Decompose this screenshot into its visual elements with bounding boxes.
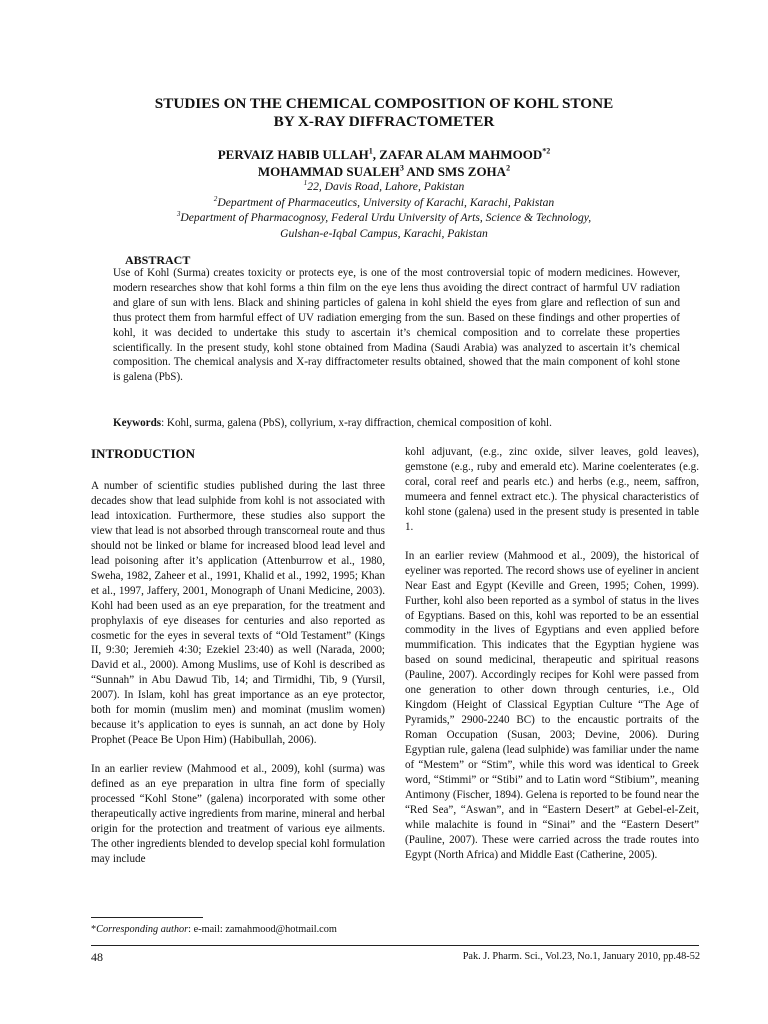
footnote-label: Corresponding author: [96, 924, 189, 935]
footnote-email: : e-mail: zamahmood@hotmail.com: [188, 924, 337, 935]
author-affiliation-mark: 1: [368, 146, 373, 156]
affiliation-line: [80, 226, 688, 242]
affiliation-text: Department of Pharmacognosy, Federal Urdu University of Arts, Science & Technology,: [180, 211, 592, 224]
body-paragraph: In an earlier review (Mahmood et al., 2009), kohl (surma) was defined as an eye preparation in ultra fine form of specially processed “Kohl Stone” (galena) incorporated with some other therapeutically active ingredients from marine, mineral and herbal origin for the protection and treatment of various eye ailments. The other ingredients blended to develop special kohl formulation may include: [91, 763, 385, 865]
keywords-label: Keywords: [113, 417, 162, 429]
footnote-divider: [91, 917, 203, 918]
journal-citation: Pak. J. Pharm. Sci., Vol.23, No.1, January 2010, pp.48-52: [462, 951, 700, 962]
affiliation-mark: 2: [213, 194, 218, 203]
abstract-body: Use of Kohl (Surma) creates toxicity or protects eye, is one of the most controversial topic of modern medicines. However, modern researches show that kohl forms a thin film on the eye lens thus avoiding the direct contract of harmful UV radiation and glare of sun with lens. Black and shining particles of galena in kohl shield the eyes from glare and reflection of sun and thus protect them from harmful effect of UV radiation emerging from the sun. Based on these findings and other properties of kohl, it was decided to undertake this study to ascertain it’s chemical composition and to correlate these properties scientifically. In the present study, kohl stone obtained from Madina (Saudi Arabia) was analyzed to ascertain it’s chemical composition. The chemical analysis and X-ray diffractometer results obtained, showed that the main component of kohl stone is galena (PbS).: [113, 267, 680, 384]
author-name: MOHAMMAD SUALEH: [257, 164, 400, 179]
abstract-heading: ABSTRACT: [125, 253, 191, 267]
title-line-1: STUDIES ON THE CHEMICAL COMPOSITION OF KOHL STONE: [154, 95, 614, 112]
author-name: , ZAFAR ALAM MAHMOOD: [372, 147, 543, 162]
paper-title: [80, 95, 688, 131]
right-column: [405, 445, 699, 877]
author-name: AND SMS ZOHA: [403, 164, 507, 179]
left-column: [91, 445, 385, 881]
affiliation-line: [80, 210, 688, 226]
title-line-2: BY X-RAY DIFFRACTOMETER: [273, 113, 495, 130]
footer-divider: [91, 945, 699, 946]
keywords-text: : Kohl, surma, galena (PbS), collyrium, x-ray diffraction, chemical composition of kohl.: [161, 417, 552, 429]
corresponding-author-footnote: [91, 923, 337, 936]
body-paragraph: A number of scientific studies published during the last three decades show that lead sulphide from kohl is not associated with lead intoxication. Furthermore, these studies also support the view that lead is not absorbed through transcorneal route and thus should not be linked or blame for increased blood lead level and lead poisoning after it’s application (Attenburrow et al., 1980, Sweha, 1982, Zaheer et al., 1991, Khalid et al., 1992, 1995; Khan et al., 1997, Jaffery, 2001, Monograph of Unani Medicine, 2003). Kohl had been used as an eye preparation, for the treatment and prophylaxis of eye diseases for centuries and also reported as cosmetic for the eyes in several texts of “Old Testament” (Kings II, 9:30; Jeremieh 4:30; Ezekiel 23:40) as well (Narada, 2000; David et al., 2000). Among Muslims, use of Kohl is described as “Sunnah” in Abu Dawud Tib, 14; and Tirmidhi, Tib, 9 (Yursil, 2007). In Islam, kohl has great importance as an eye protector, both for momin (muslim men) and mominat (muslim women) because it’s application to eyes is sunnah, an act done by Holy Prophet (Peace Be Upon Him) (Habibullah, 2006).: [91, 480, 385, 747]
body-paragraph: In an earlier review (Mahmood et al., 2009), the historical of eyeliner was reported. The record shows use of eyeliner in ancient Near East and Egypt (Keville and Green, 1995; Cohen, 1999). Further, kohl also been reported as a symbol of status in the lives of Egyptians. Based on this, kohl was reported to be an essential commodity in the lives of Egyptians and even applied before mummification. This indicates that the Egyptian hygiene was based on sound medicinal, therapeutic and spiritual reasons (Pauline, 2007). Accordingly recipes for Kohl were passed from one generation to other down through centuries, i.e., Old Kingdom (Height of Classical Egyptian Culture “The Age of Pyramids,” 2900-2240 BC) to the encaustic portraits of the Roman Occupation (Susan, 2003; Devine, 2006). During Egyptian rule, galena (lead sulphide) was familiar under the name of “Mestem” or “Stim”, while this word was identical to Greek word, “Stimmi” or “Stibi” and to Latin word “Stibium”, meaning Antimony (Fischer, 1894). Gelena is reported to be found near the “Red Sea”, “Aswan”, and in “Eastern Desert” at Gebel-el-Zeit, while malachite is found in “Sinai” and the “Eastern Desert” (Pauline, 2007). These were carried across the trade routes into Egypt (North Africa) and Middle East (Catherine, 2005).: [405, 549, 699, 861]
affiliation-line: [80, 179, 688, 195]
affiliation-text: Gulshan-e-Iqbal Campus, Karachi, Pakistan: [280, 226, 488, 240]
keywords-line: [113, 416, 680, 431]
affiliation-line: [80, 195, 688, 211]
author-affiliation-mark: 3: [399, 163, 404, 173]
author-affiliation-mark: *2: [542, 146, 551, 156]
affiliation-mark: 3: [176, 210, 181, 219]
affiliation-text: 22, Davis Road, Lahore, Pakistan: [307, 180, 465, 193]
affiliation-text: Department of Pharmaceutics, University of Karachi, Karachi, Pakistan: [217, 195, 555, 209]
section-heading-introduction: INTRODUCTION: [91, 446, 196, 461]
footnote-star: *: [91, 924, 97, 935]
author-name: PERVAIZ HABIB ULLAH: [217, 147, 369, 162]
author-affiliation-mark: 2: [506, 163, 511, 173]
body-paragraph: kohl adjuvant, (e.g., zinc oxide, silver leaves, gold leaves), gemstone (e.g., ruby and emerald etc). Marine coelenterates (e.g. coral, coral reef and pearls etc.) and herbs (e.g., neem, saffron, mumeera and fennel extract etc.). The physical characteristics of kohl stone (galena) used in the present study is presented in table 1.: [405, 446, 699, 533]
affiliation-mark: 1: [303, 179, 308, 188]
author-list: [80, 146, 688, 180]
affiliation-list: [80, 179, 688, 241]
page-number: 48: [91, 950, 103, 964]
